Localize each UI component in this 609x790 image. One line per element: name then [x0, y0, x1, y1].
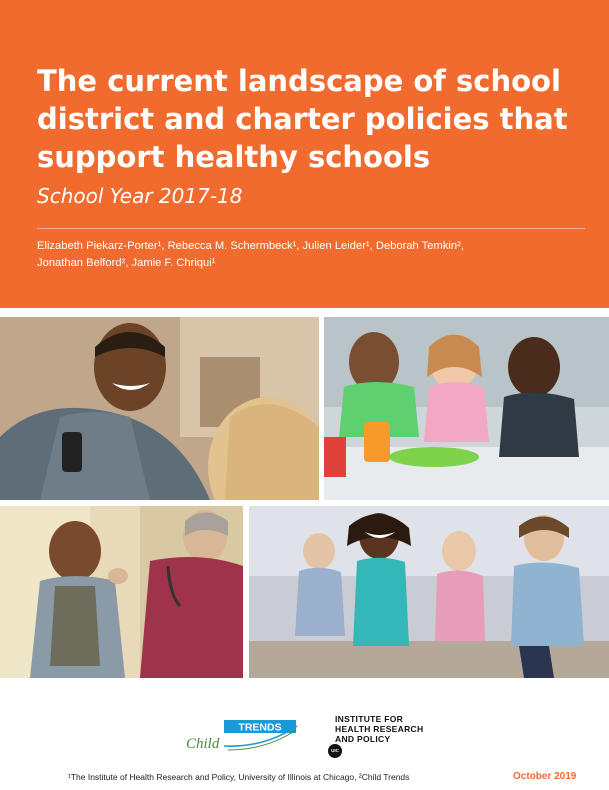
report-title: The current landscape of school district and charter policies that support healthy schools — [37, 64, 568, 174]
photo-children-running — [249, 506, 609, 678]
child-wordmark: Child — [186, 736, 220, 752]
report-subtitle: School Year 2017-18 — [37, 184, 243, 208]
photo-nurse-with-student — [0, 506, 243, 678]
author-list — [37, 238, 597, 272]
photo-school-officer — [0, 317, 319, 500]
ihrp-line-1: INSTITUTE FOR — [335, 714, 404, 724]
trends-wordmark: TRENDS — [238, 721, 282, 734]
author-line-2: Jonathan Belford², Jamie F. Chriqui¹ — [37, 257, 216, 269]
ihrp-line-3: AND POLICY — [335, 734, 391, 744]
ihrp-line-2: HEALTH RESEARCH — [335, 724, 424, 734]
divider-rule — [37, 228, 585, 229]
ihrp-logo-text — [335, 714, 423, 744]
affiliation-footnote: ¹The Institute of Health Research and Policy, University of Illinois at Chicago, ²Child Trends — [68, 772, 410, 782]
photo-children-eating — [324, 317, 609, 500]
child-trends-logo — [184, 718, 299, 754]
author-line-1: Elizabeth Piekarz-Porter¹, Rebecca M. Schermbeck¹, Julien Leider¹, Deborah Temkin², — [37, 240, 464, 252]
uic-seal-icon: UIC — [328, 744, 342, 758]
publication-date: October 2019 — [513, 771, 577, 782]
cover-banner — [0, 0, 609, 308]
